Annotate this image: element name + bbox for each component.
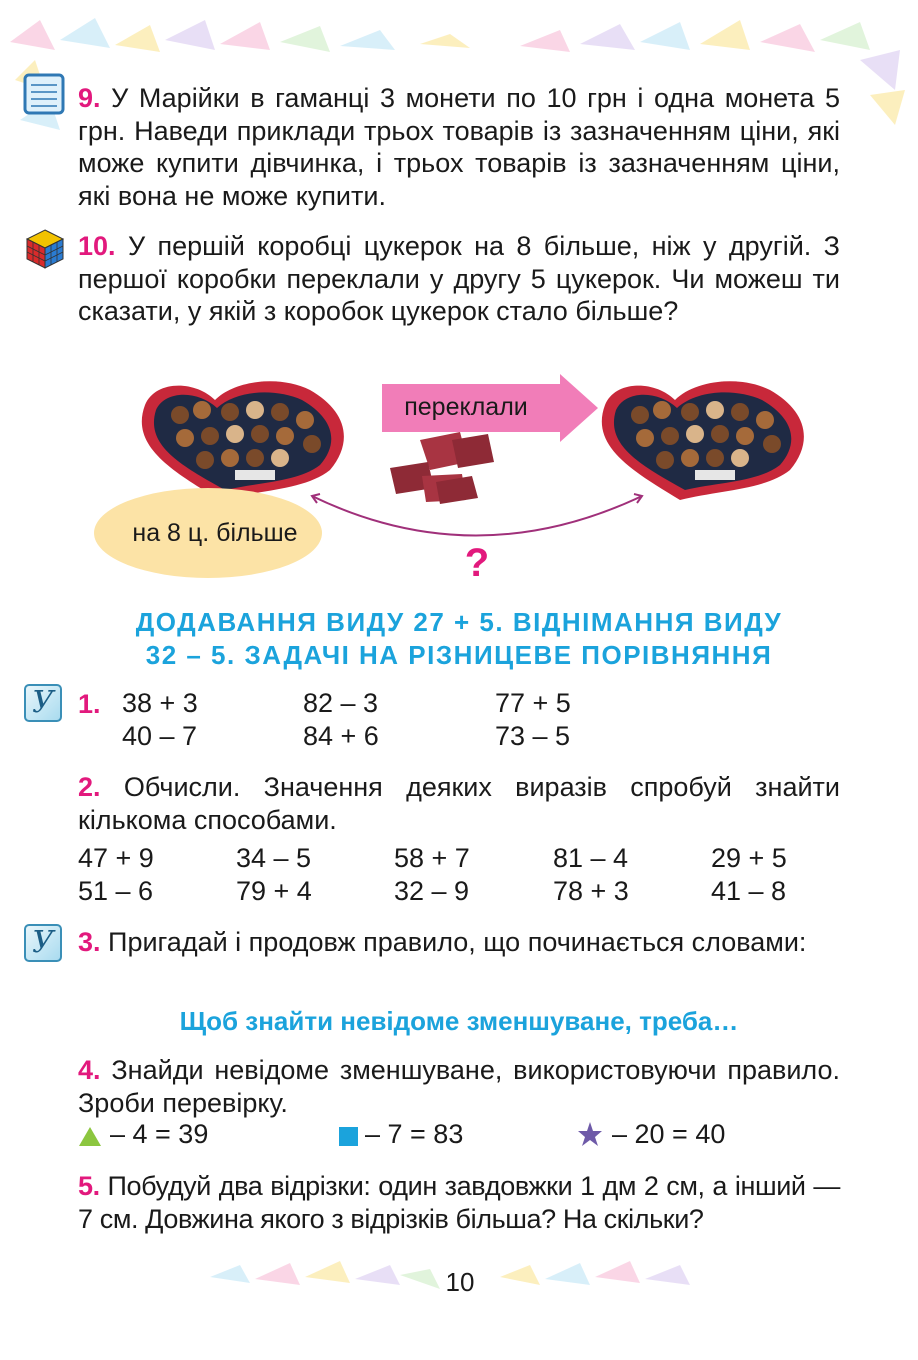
candy-transfer-illustration	[90, 370, 830, 585]
expression: 77 + 5	[495, 688, 571, 718]
page-number: 10	[445, 1267, 475, 1297]
question-mark: ?	[464, 541, 490, 585]
square-icon	[339, 1123, 359, 1154]
task-text: Пригадай і продовж правило, що починається словами:	[108, 927, 807, 957]
triangle-icon	[78, 1123, 102, 1154]
heart-box-right	[602, 381, 804, 500]
notebook-icon	[22, 72, 62, 112]
oral-task-icon: У	[24, 684, 62, 722]
section-heading-line-1: ДОДАВАННЯ ВИДУ 27 + 5. ВІДНІМАННЯ ВИДУ	[135, 607, 783, 637]
rubik-cube-icon	[24, 228, 64, 268]
task-1-number: 1.	[78, 689, 101, 719]
expression: 34 – 5	[236, 843, 312, 873]
task-text: Обчисли. Значення деяких виразів спробуй знайти кількома способами.	[78, 772, 840, 835]
task-3	[78, 926, 840, 959]
equation: – 4 = 39	[110, 1119, 209, 1149]
expression: 29 + 5	[711, 843, 787, 873]
task-4	[78, 1054, 840, 1119]
rule-text: Щоб знайти невідоме зменшуване, треба…	[179, 1006, 739, 1036]
arrow-label: переклали	[404, 393, 528, 421]
task-text: Побудуй два відрізки: один завдовжки 1 дм 2 см, а інший — 7 см. Довжина якого з відрізків більша? На скільки?	[78, 1171, 840, 1234]
oral-task-icon: У	[24, 924, 62, 962]
expression: 58 + 7	[394, 843, 470, 873]
expression: 47 + 9	[78, 843, 154, 873]
expression: 73 – 5	[495, 721, 571, 751]
task-text: У Марійки в гаманці 3 монети по 10 грн і одна монета 5 грн. Наведи приклади трьох товарів із зазначенням ціни, які може купити дівчинка, і трьох товарів із зазначенням ціни, які вона не може купити.	[78, 83, 840, 211]
task-number: 3.	[78, 927, 101, 957]
star-icon	[577, 1121, 603, 1154]
task-number: 5.	[78, 1171, 100, 1201]
expression: 79 + 4	[236, 876, 312, 906]
expression: 51 – 6	[78, 876, 154, 906]
section-heading	[60, 606, 858, 672]
task-number: 4.	[78, 1055, 101, 1085]
expression: 38 + 3	[122, 688, 198, 718]
task-9	[78, 82, 840, 212]
task-number: 10.	[78, 231, 116, 261]
expression: 78 + 3	[553, 876, 629, 906]
task-text: У першій коробці цукерок на 8 більше, ніж у другій. З першої коробки переклали у другу 5 цукерок. Чи можеш ти сказати, у якій з коробок цукерок стало більше?	[78, 231, 840, 326]
section-heading-line-2: 32 – 5. ЗАДАЧІ НА РІЗНИЦЕВЕ ПОРІВНЯННЯ	[145, 640, 773, 670]
equation: – 20 = 40	[612, 1119, 726, 1149]
task-number: 9.	[78, 83, 101, 113]
task-5	[78, 1170, 840, 1235]
comparison-arc	[312, 496, 642, 536]
expression: 41 – 8	[711, 876, 787, 906]
expression: 82 – 3	[303, 688, 379, 718]
equation: – 7 = 83	[365, 1119, 464, 1149]
expression: 81 – 4	[553, 843, 629, 873]
expression: 32 – 9	[394, 876, 470, 906]
task-2	[78, 771, 840, 836]
heart-box-left	[142, 381, 344, 500]
task-number: 2.	[78, 772, 101, 802]
expression: 84 + 6	[303, 721, 379, 751]
candies	[390, 432, 494, 504]
ellipse-label: на 8 ц. більше	[132, 519, 298, 547]
expression: 40 – 7	[122, 721, 198, 751]
task-10	[78, 230, 840, 328]
task-text: Знайди невідоме зменшуване, використовуючи правило. Зроби перевірку.	[78, 1055, 840, 1118]
